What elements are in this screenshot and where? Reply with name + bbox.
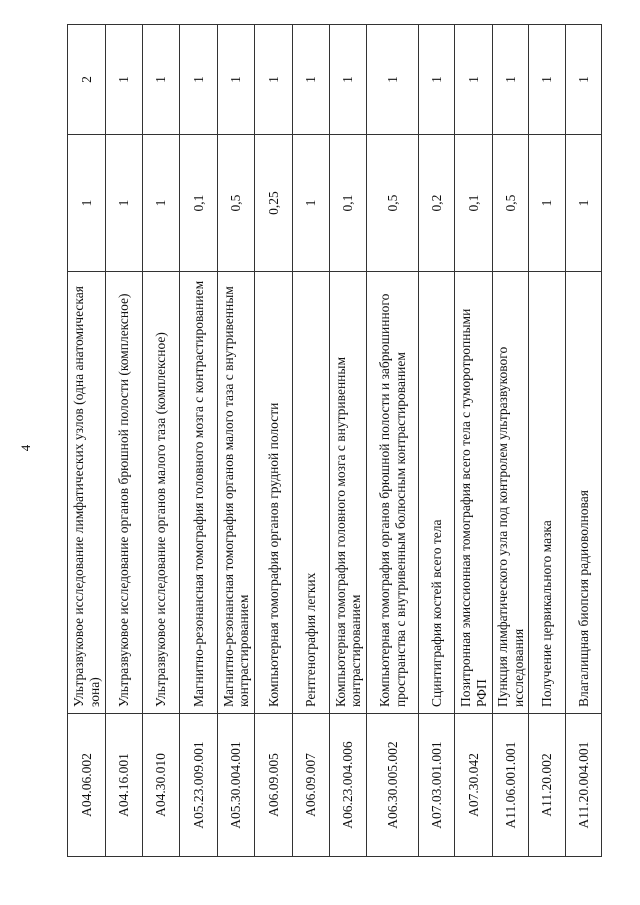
services-table [67, 24, 602, 857]
service-name: Ультразвуковое исследование органов малого таза (комплексное) [143, 272, 180, 714]
service-code: A06.30.005.002 [367, 714, 419, 857]
table-row [367, 25, 419, 857]
service-code: A06.09.007 [293, 714, 330, 857]
frequency-value: 1 [566, 25, 602, 135]
quantity-value: 1 [68, 135, 106, 272]
service-code: A11.20.002 [529, 714, 566, 857]
service-name: Рентгенография легких [293, 272, 330, 714]
quantity-value: 1 [566, 135, 602, 272]
frequency-value: 1 [255, 25, 293, 135]
frequency-value: 1 [106, 25, 143, 135]
service-code: A04.30.010 [143, 714, 180, 857]
quantity-value: 0,5 [218, 135, 255, 272]
table-row [330, 25, 367, 857]
service-code: A11.20.004.001 [566, 714, 602, 857]
service-name: Позитронная эмиссионная томография всего тела с туморотропными РФП [455, 272, 493, 714]
service-name: Ультразвуковое исследование лимфатических узлов (одна анатомическая зона) [68, 272, 106, 714]
service-code: A11.06.001.001 [493, 714, 529, 857]
frequency-value: 1 [143, 25, 180, 135]
table-row [566, 25, 602, 857]
service-code: A07.30.042 [455, 714, 493, 857]
frequency-value: 1 [180, 25, 218, 135]
table-row [106, 25, 143, 857]
quantity-value: 1 [143, 135, 180, 272]
service-code: A05.23.009.001 [180, 714, 218, 857]
table-row [255, 25, 293, 857]
service-name: Компьютерная томография органов брюшной полости и забрюшинного пространства с внутривенным болюсным контрастированием [367, 272, 419, 714]
table-row [218, 25, 255, 857]
frequency-value: 1 [529, 25, 566, 135]
quantity-value: 0,2 [419, 135, 455, 272]
table-row [419, 25, 455, 857]
service-name: Сцинтиграфия костей всего тела [419, 272, 455, 714]
frequency-value: 1 [330, 25, 367, 135]
table-row [529, 25, 566, 857]
table-row [293, 25, 330, 857]
services-table-body [68, 25, 602, 857]
service-code: A06.23.004.006 [330, 714, 367, 857]
service-code: A04.16.001 [106, 714, 143, 857]
quantity-value: 0,1 [180, 135, 218, 272]
page-number: 4 [18, 444, 33, 452]
service-name: Ультразвуковое исследование органов брюшной полости (комплексное) [106, 272, 143, 714]
frequency-value: 1 [367, 25, 419, 135]
quantity-value: 1 [293, 135, 330, 272]
quantity-value: 0,5 [493, 135, 529, 272]
quantity-value: 1 [106, 135, 143, 272]
frequency-value: 1 [419, 25, 455, 135]
frequency-value: 1 [493, 25, 529, 135]
table-row [180, 25, 218, 857]
service-code: A04.06.002 [68, 714, 106, 857]
service-name: Компьютерная томография головного мозга с внутривенным контрастированием [330, 272, 367, 714]
quantity-value: 0,1 [455, 135, 493, 272]
table-row [455, 25, 493, 857]
service-code: A06.09.005 [255, 714, 293, 857]
frequency-value: 1 [455, 25, 493, 135]
service-name: Магнитно-резонансная томография органов малого таза с внутривенным контрастированием [218, 272, 255, 714]
quantity-value: 0,25 [255, 135, 293, 272]
table-row [143, 25, 180, 857]
service-name: Получение цервикального мазка [529, 272, 566, 714]
service-code: A05.30.004.001 [218, 714, 255, 857]
table-row [493, 25, 529, 857]
service-code: A07.03.001.001 [419, 714, 455, 857]
service-name: Магнитно-резонансная томография головного мозга с контрастированием [180, 272, 218, 714]
frequency-value: 1 [293, 25, 330, 135]
table-row [68, 25, 106, 857]
quantity-value: 1 [529, 135, 566, 272]
frequency-value: 2 [68, 25, 106, 135]
frequency-value: 1 [218, 25, 255, 135]
service-name: Пункция лимфатического узла под контролем ультразвукового исследования [493, 272, 529, 714]
service-name: Влагалищная биопсия радиоволновая [566, 272, 602, 714]
quantity-value: 0,5 [367, 135, 419, 272]
quantity-value: 0,1 [330, 135, 367, 272]
service-name: Компьютерная томография органов грудной полости [255, 272, 293, 714]
